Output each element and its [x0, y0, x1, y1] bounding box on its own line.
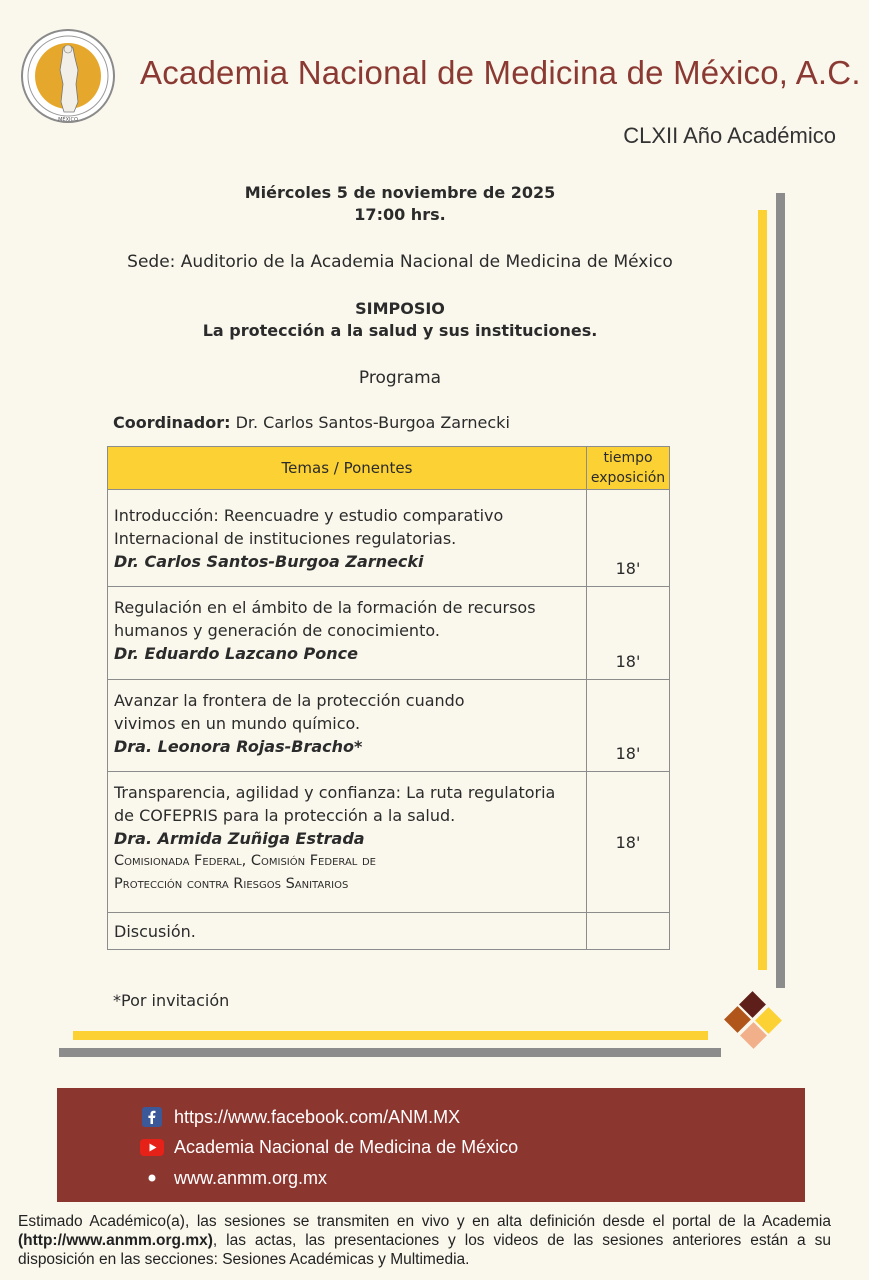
header-time-line2: exposición [590, 470, 666, 486]
header-time [587, 447, 670, 490]
coordinator [113, 413, 510, 432]
event-venue: Sede: Auditorio de la Academia Nacional de Medicina de México [127, 252, 673, 272]
svg-text:MÉXICO: MÉXICO [58, 117, 78, 123]
table-row [108, 490, 670, 587]
program-table [107, 446, 670, 950]
empty-time-cell [587, 913, 670, 950]
table-row [108, 913, 670, 950]
speaker-name: Dra. Leonora Rojas-Bracho* [114, 737, 363, 756]
decorative-bar-yellow-horizontal [73, 1031, 708, 1040]
speaker-affiliation: Protección contra Riesgos Sanitarios [114, 876, 349, 892]
topic-line: de COFEPRIS para la protección a la salud. [114, 806, 456, 825]
event-date-block [60, 182, 740, 226]
table-row [108, 772, 670, 913]
portal-link[interactable]: (http://www.anmm.org.mx) [18, 1232, 213, 1249]
topic-line: humanos y generación de conocimiento. [114, 621, 440, 640]
coordinator-name: Dr. Carlos Santos-Burgoa Zarnecki [230, 413, 510, 432]
event-title-block [60, 298, 740, 342]
academy-seal-logo [20, 28, 116, 124]
academic-year: CLXII Año Académico [623, 123, 836, 148]
topic-line: Avanzar la frontera de la protección cuando [114, 691, 465, 710]
event-type: SIMPOSIO [355, 299, 445, 318]
topic-cell [108, 490, 587, 587]
decorative-bar-yellow-vertical [758, 210, 767, 970]
speaker-name: Dra. Armida Zuñiga Estrada [114, 829, 365, 848]
time-cell: 18' [587, 490, 670, 587]
broadcast-note-text-2: , las actas, las presentaciones y los videos de las sesiones anteriores están a su disposición en las secciones: Sesiones Académicas y Multimedia. [18, 1232, 831, 1268]
broadcast-note [18, 1212, 831, 1269]
topic-line: Internacional de instituciones regulatorias. [114, 529, 457, 548]
website-url: www.anmm.org.mx [174, 1167, 328, 1188]
event-date: Miércoles 5 de noviembre de 2025 [244, 183, 556, 202]
topic-cell [108, 680, 587, 772]
event-title: La protección a la salud y sus instituciones. [202, 321, 598, 340]
broadcast-note-text: Estimado Académico(a), las sesiones se transmiten en vivo y en alta definición desde el portal de la Academia [18, 1213, 831, 1230]
speaker-affiliation: Comisionada Federal, Comisión Federal de [114, 853, 376, 869]
speaker-name: Dr. Carlos Santos-Burgoa Zarnecki [114, 552, 424, 571]
topic-cell [108, 587, 587, 680]
academy-title: Academia Nacional de Medicina de México, A.C. [140, 54, 861, 91]
facebook-icon [140, 1105, 164, 1129]
table-header-row [108, 447, 670, 490]
topic-line: Regulación en el ámbito de la formación de recursos [114, 598, 536, 617]
topic-line: vivimos en un mundo químico. [114, 714, 361, 733]
table-row [108, 680, 670, 772]
time-cell: 18' [587, 772, 670, 913]
coordinator-label: Coordinador: [113, 413, 231, 432]
website-link[interactable] [174, 1165, 327, 1191]
table-row [108, 587, 670, 680]
invitation-footnote: *Por invitación [113, 991, 230, 1010]
facebook-url: https://www.facebook.com/ANM.MX [174, 1106, 461, 1127]
decorative-bar-gray-horizontal [59, 1048, 721, 1057]
facebook-link[interactable] [174, 1104, 460, 1130]
time-cell: 18' [587, 680, 670, 772]
topic-cell [108, 772, 587, 913]
header-topic: Temas / Ponentes [108, 447, 587, 490]
youtube-icon [140, 1135, 164, 1159]
event-time: 17:00 hrs. [354, 205, 446, 224]
discussion-cell: Discusión. [108, 913, 587, 950]
speaker-name: Dr. Eduardo Lazcano Ponce [114, 644, 358, 663]
youtube-link[interactable] [174, 1134, 518, 1160]
youtube-channel: Academia Nacional de Medicina de México [174, 1136, 519, 1157]
topic-line: Introducción: Reencuadre y estudio comparativo [114, 506, 504, 525]
time-cell: 18' [587, 587, 670, 680]
decorative-bar-gray-vertical [776, 193, 785, 988]
footer-links-band [57, 1088, 805, 1202]
header-time-line1: tiempo [603, 450, 653, 466]
bullet-icon [140, 1166, 164, 1190]
topic-line: Transparencia, agilidad y confianza: La ruta regulatoria [114, 783, 556, 802]
program-label: Programa [358, 368, 442, 388]
